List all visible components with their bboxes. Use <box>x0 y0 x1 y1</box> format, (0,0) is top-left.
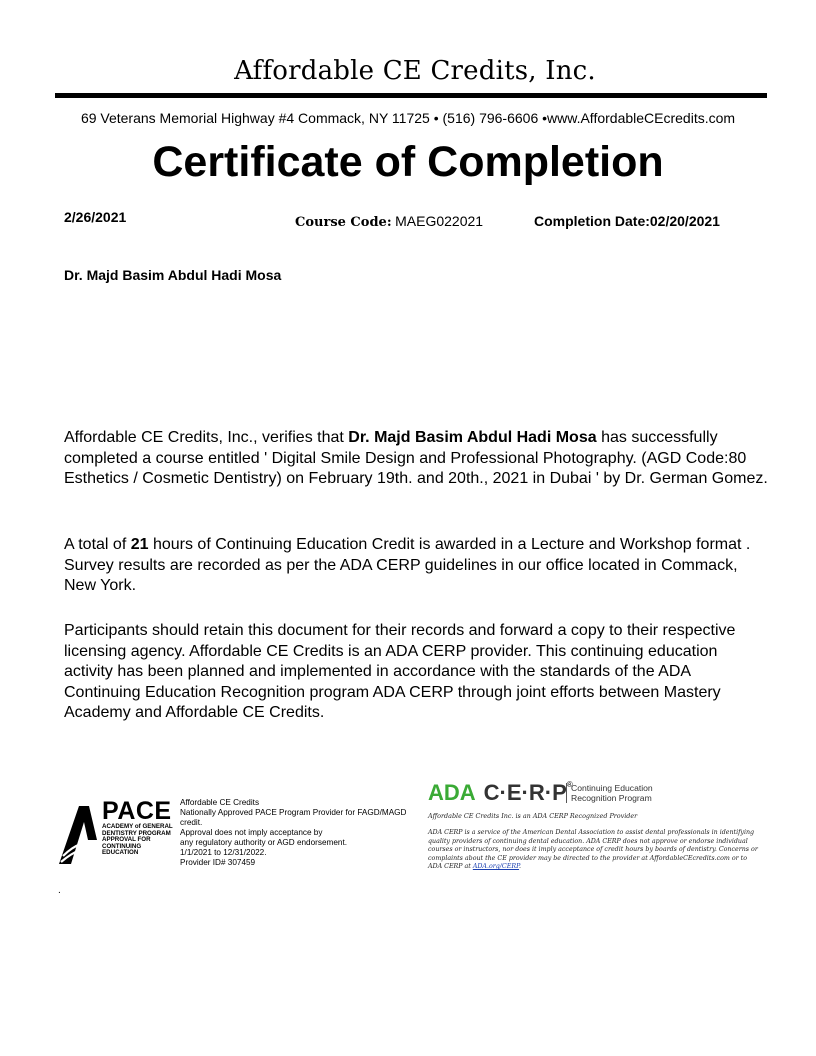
ada-logo-word: ADA <box>428 780 476 805</box>
completion-date: Completion Date:02/20/2021 <box>534 213 720 229</box>
p1-text-a: Affordable CE Credits, Inc., verifies that <box>64 429 349 446</box>
p1-recipient: Dr. Majd Basim Abdul Hadi Mosa <box>348 429 597 446</box>
course-code <box>295 213 483 231</box>
header-divider <box>55 93 767 98</box>
footer-mark: . <box>58 885 61 896</box>
p2-hours: 21 <box>130 536 149 553</box>
course-code-label: Course Code: <box>295 215 392 230</box>
issue-date: 2/26/2021 <box>64 209 127 225</box>
verification-paragraph <box>64 428 768 490</box>
ada-note-text: ADA CERP is a service of the American Dental Association to assist dental professionals in identifying quality providers of continuing dental education. ADA CERP does not approve or endorse individual courses or instructors, nor does it imply acceptance of credit hours by boards of dentistry. Concerns or complaints about the CE provider may be directed to the provider at AffordableCEcredits.com or to ADA CERP at <box>428 829 758 871</box>
pace-logo-word: PACE <box>102 797 172 825</box>
course-code-value: MAEG022021 <box>395 213 484 229</box>
credit-paragraph <box>64 535 768 597</box>
registered-mark: ® <box>566 780 573 789</box>
p2-text-a: A total of <box>64 536 131 553</box>
participants-paragraph: Participants should retain this document for their records and forward a copy to their respective licensing agency. Affordable CE Credits is an ADA CERP provider. This continuing education activity has been planned and implemented in accordance with the standards of the ADA Continuing Education Recognition program ADA CERP through joint efforts between Mastery Academy and Affordable CE Credits. <box>64 622 736 721</box>
ada-note-tail: . <box>519 863 522 871</box>
company-address: 69 Veterans Memorial Highway #4 Commack, NY 11725 • (516) 796-6606 •www.AffordableCEcredits.com <box>80 110 736 126</box>
ada-cerp-tagline: Continuing Education Recognition Program <box>566 783 671 803</box>
certificate-title: Certificate of Completion <box>152 138 664 186</box>
ada-cerp-logo <box>428 780 573 806</box>
pace-approval-text: Affordable CE Credits Nationally Approved PACE Program Provider for FAGD/MAGD credit. Approval does not imply acceptance by any regulatory authority or AGD endorsement. 1/1/2021 to 12/31/2022. Provider ID# 307459 <box>180 798 407 867</box>
ada-cerp-disclaimer <box>428 829 758 872</box>
p1-text-b: has successfully completed a course entitled ' Digital Smile Design and Professional Photography. (AGD Code:80 Esthetics / Cosmetic Dentistry) on February 19th. and 20th., 2021 in Dubai ' by Dr. German Gomez. <box>64 429 768 487</box>
ada-cerp-link[interactable]: ADA.org/CERP <box>472 863 520 871</box>
recipient-name: Dr. Majd Basim Abdul Hadi Mosa <box>64 267 282 283</box>
cerp-logo-word: C·E·R·P <box>483 780 567 805</box>
ada-provider-line: Affordable CE Credits Inc. is an ADA CERP Recognized Provider <box>428 812 638 820</box>
pace-logo-subtitle: ACADEMY of GENERAL DENTISTRY PROGRAM APPROVAL FOR CONTINUING EDUCATION <box>102 823 173 857</box>
company-name: Affordable CE Credits, Inc. <box>234 56 596 86</box>
p2-text-b: hours of Continuing Education Credit is awarded in a Lecture and Workshop format . Survey results are recorded as per the ADA CERP guidelines in our office located in Commack, New York. <box>64 536 751 594</box>
